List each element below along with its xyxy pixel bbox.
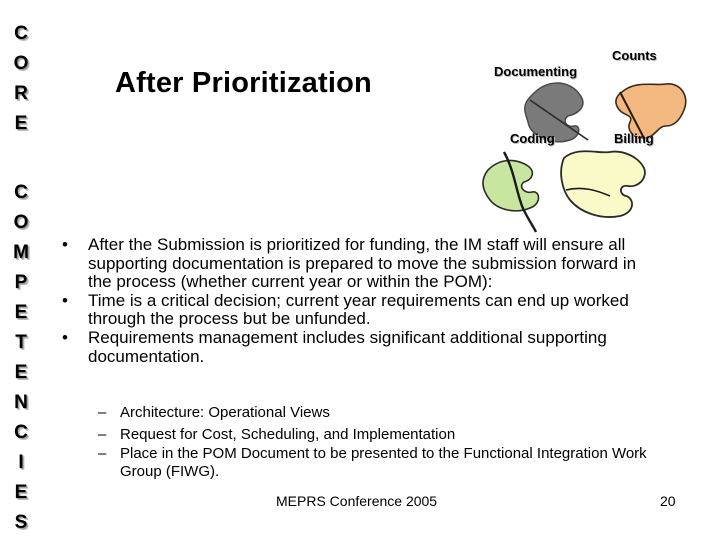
side-letter: C <box>14 182 28 203</box>
side-letter: E <box>14 113 28 134</box>
puzzle-label-coding: Coding <box>510 131 555 146</box>
sub-bullet-marker: – <box>98 404 107 421</box>
sub-bullet-item <box>98 404 658 422</box>
puzzle-label-documenting: Documenting <box>494 64 578 79</box>
sub-bullet-text: Place in the POM Document to be presented to the Functional Integration Work Group (FIWG). <box>120 445 647 480</box>
side-letter: E <box>14 482 28 503</box>
main-bullet-list <box>62 236 662 366</box>
sub-bullet-item <box>98 426 658 444</box>
side-letter: T <box>15 332 27 353</box>
bullet-item <box>62 292 662 329</box>
sub-bullet-text: Architecture: Operational Views <box>120 404 330 421</box>
side-letter: S <box>14 512 28 533</box>
side-letter: C <box>14 23 28 44</box>
puzzle-label-counts: Counts <box>612 48 657 63</box>
side-letter: O <box>13 53 29 74</box>
side-letter: O <box>13 212 29 233</box>
bullet-marker: • <box>62 327 68 347</box>
sub-bullet-list <box>98 404 658 484</box>
coding-puzzle-piece <box>483 152 539 232</box>
sub-bullet-item <box>98 445 658 480</box>
puzzle-label-billing: Billing <box>614 131 654 146</box>
bullet-text: Time is a critical decision; current year requirements can end up worked through the process but be unfunded. <box>88 290 629 329</box>
bullet-text: Requirements management includes significant additional supporting documentation. <box>88 327 607 366</box>
side-letter: R <box>14 83 28 104</box>
bullet-item <box>62 236 662 292</box>
side-letter: C <box>14 422 28 443</box>
sub-bullet-text: Request for Cost, Scheduling, and Implementation <box>120 425 456 443</box>
page-number: 20 <box>660 493 676 509</box>
side-letter: P <box>14 272 28 293</box>
bullet-marker: • <box>62 235 68 254</box>
side-letter: I <box>18 452 24 473</box>
bullet-marker: • <box>62 290 68 310</box>
sub-bullet-marker: – <box>98 445 107 462</box>
side-letter: E <box>14 302 28 323</box>
sub-bullet-marker: – <box>98 425 107 443</box>
side-letter: E <box>14 362 28 383</box>
footer-text: MEPRS Conference 2005 <box>276 493 438 509</box>
side-letter: N <box>14 392 28 413</box>
side-letter: M <box>13 242 29 263</box>
bullet-text: After the Submission is prioritized for funding, the IM staff will ensure all supporting documentation is prepared to move the submission forward in the process (whether current year or within the POM): <box>88 235 637 292</box>
slide-title: After Prioritization <box>115 67 372 99</box>
bullet-item <box>62 329 662 366</box>
billing-puzzle-piece <box>561 151 645 217</box>
